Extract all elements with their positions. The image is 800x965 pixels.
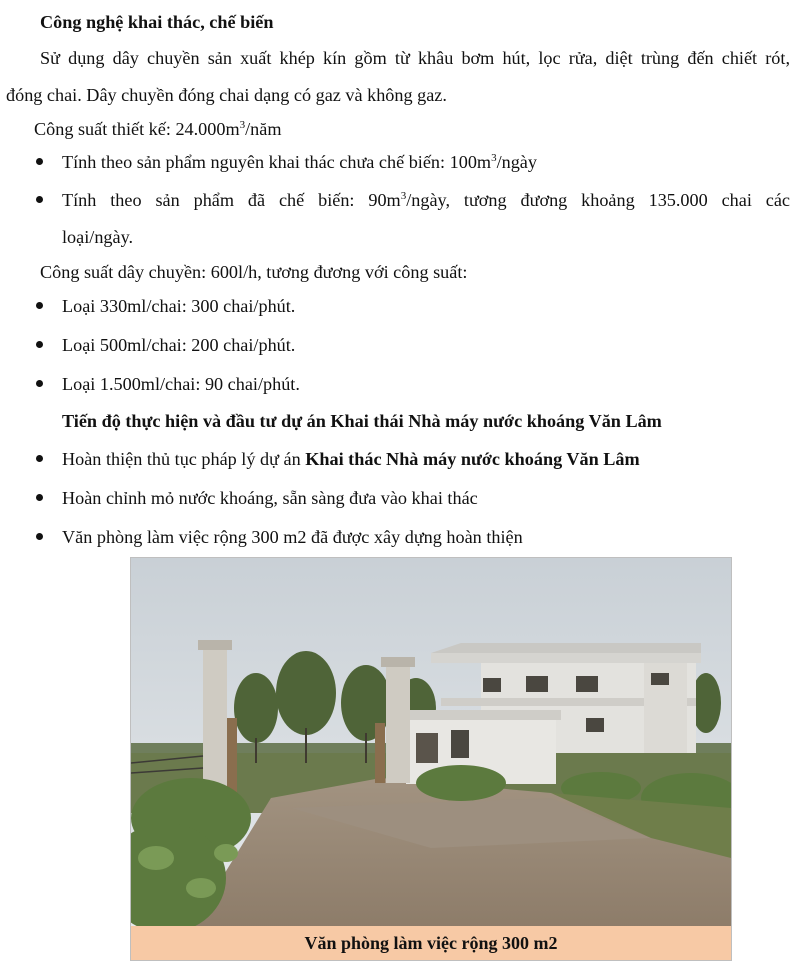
list-item: Hoàn thiện thủ tục pháp lý dự án Khai thác Nhà máy nước khoáng Văn Lâm: [62, 449, 640, 469]
bullet-icon: [36, 302, 43, 309]
bullet-icon: [36, 533, 43, 540]
bullet-icon: [36, 196, 43, 203]
office-photo-figure: [130, 557, 732, 961]
list-item: Văn phòng làm việc rộng 300 m2 đã được xây dựng hoàn thiện: [62, 527, 523, 547]
bullet-icon: [36, 380, 43, 387]
list-item: Loại 500ml/chai: 200 chai/phút.: [62, 335, 296, 355]
list-item: Tính theo sản phẩm nguyên khai thác chưa chế biến: $100m^3$/ngày: [62, 152, 537, 172]
list-item: Loại 1.500ml/chai: 90 chai/phút.: [62, 374, 300, 394]
list-item-continuation: loại/ngày.: [62, 227, 134, 247]
section-heading-technology: Công nghệ khai thác, chế biến: [40, 12, 274, 32]
line-capacity: Công suất dây chuyền: 600l/h, tương đương với công suất:: [40, 262, 468, 282]
section-heading-progress: Tiến độ thực hiện và đầu tư dự án Khai thái Nhà máy nước khoáng Văn Lâm: [62, 411, 662, 431]
paragraph-line: đóng chai. Dây chuyền đóng chai dạng có gaz và không gaz.: [6, 85, 447, 105]
list-item: Tính theo sản phẩm đã chế biến: $90m^3$/ngày, tương đương khoảng 135.000 chai các: [62, 190, 791, 210]
bullet-icon: [36, 341, 43, 348]
bullet-icon: [36, 494, 43, 501]
paragraph-line: Sử dụng dây chuyền sản xuất khép kín gồm từ khâu bơm hút, lọc rửa, diệt trùng đến chiết rót,: [40, 48, 790, 68]
bullet-icon: [36, 455, 43, 462]
bullet-icon: [36, 158, 43, 165]
list-item: Hoàn chỉnh mỏ nước khoáng, sẵn sàng đưa vào khai thác: [62, 488, 478, 508]
office-building-photo: [131, 558, 731, 928]
figure-caption: Văn phòng làm việc rộng 300 m2: [131, 926, 731, 960]
design-capacity: Công suất thiết kế: $24.000m^3$/năm: [34, 119, 282, 139]
list-item: Loại 330ml/chai: 300 chai/phút.: [62, 296, 296, 316]
